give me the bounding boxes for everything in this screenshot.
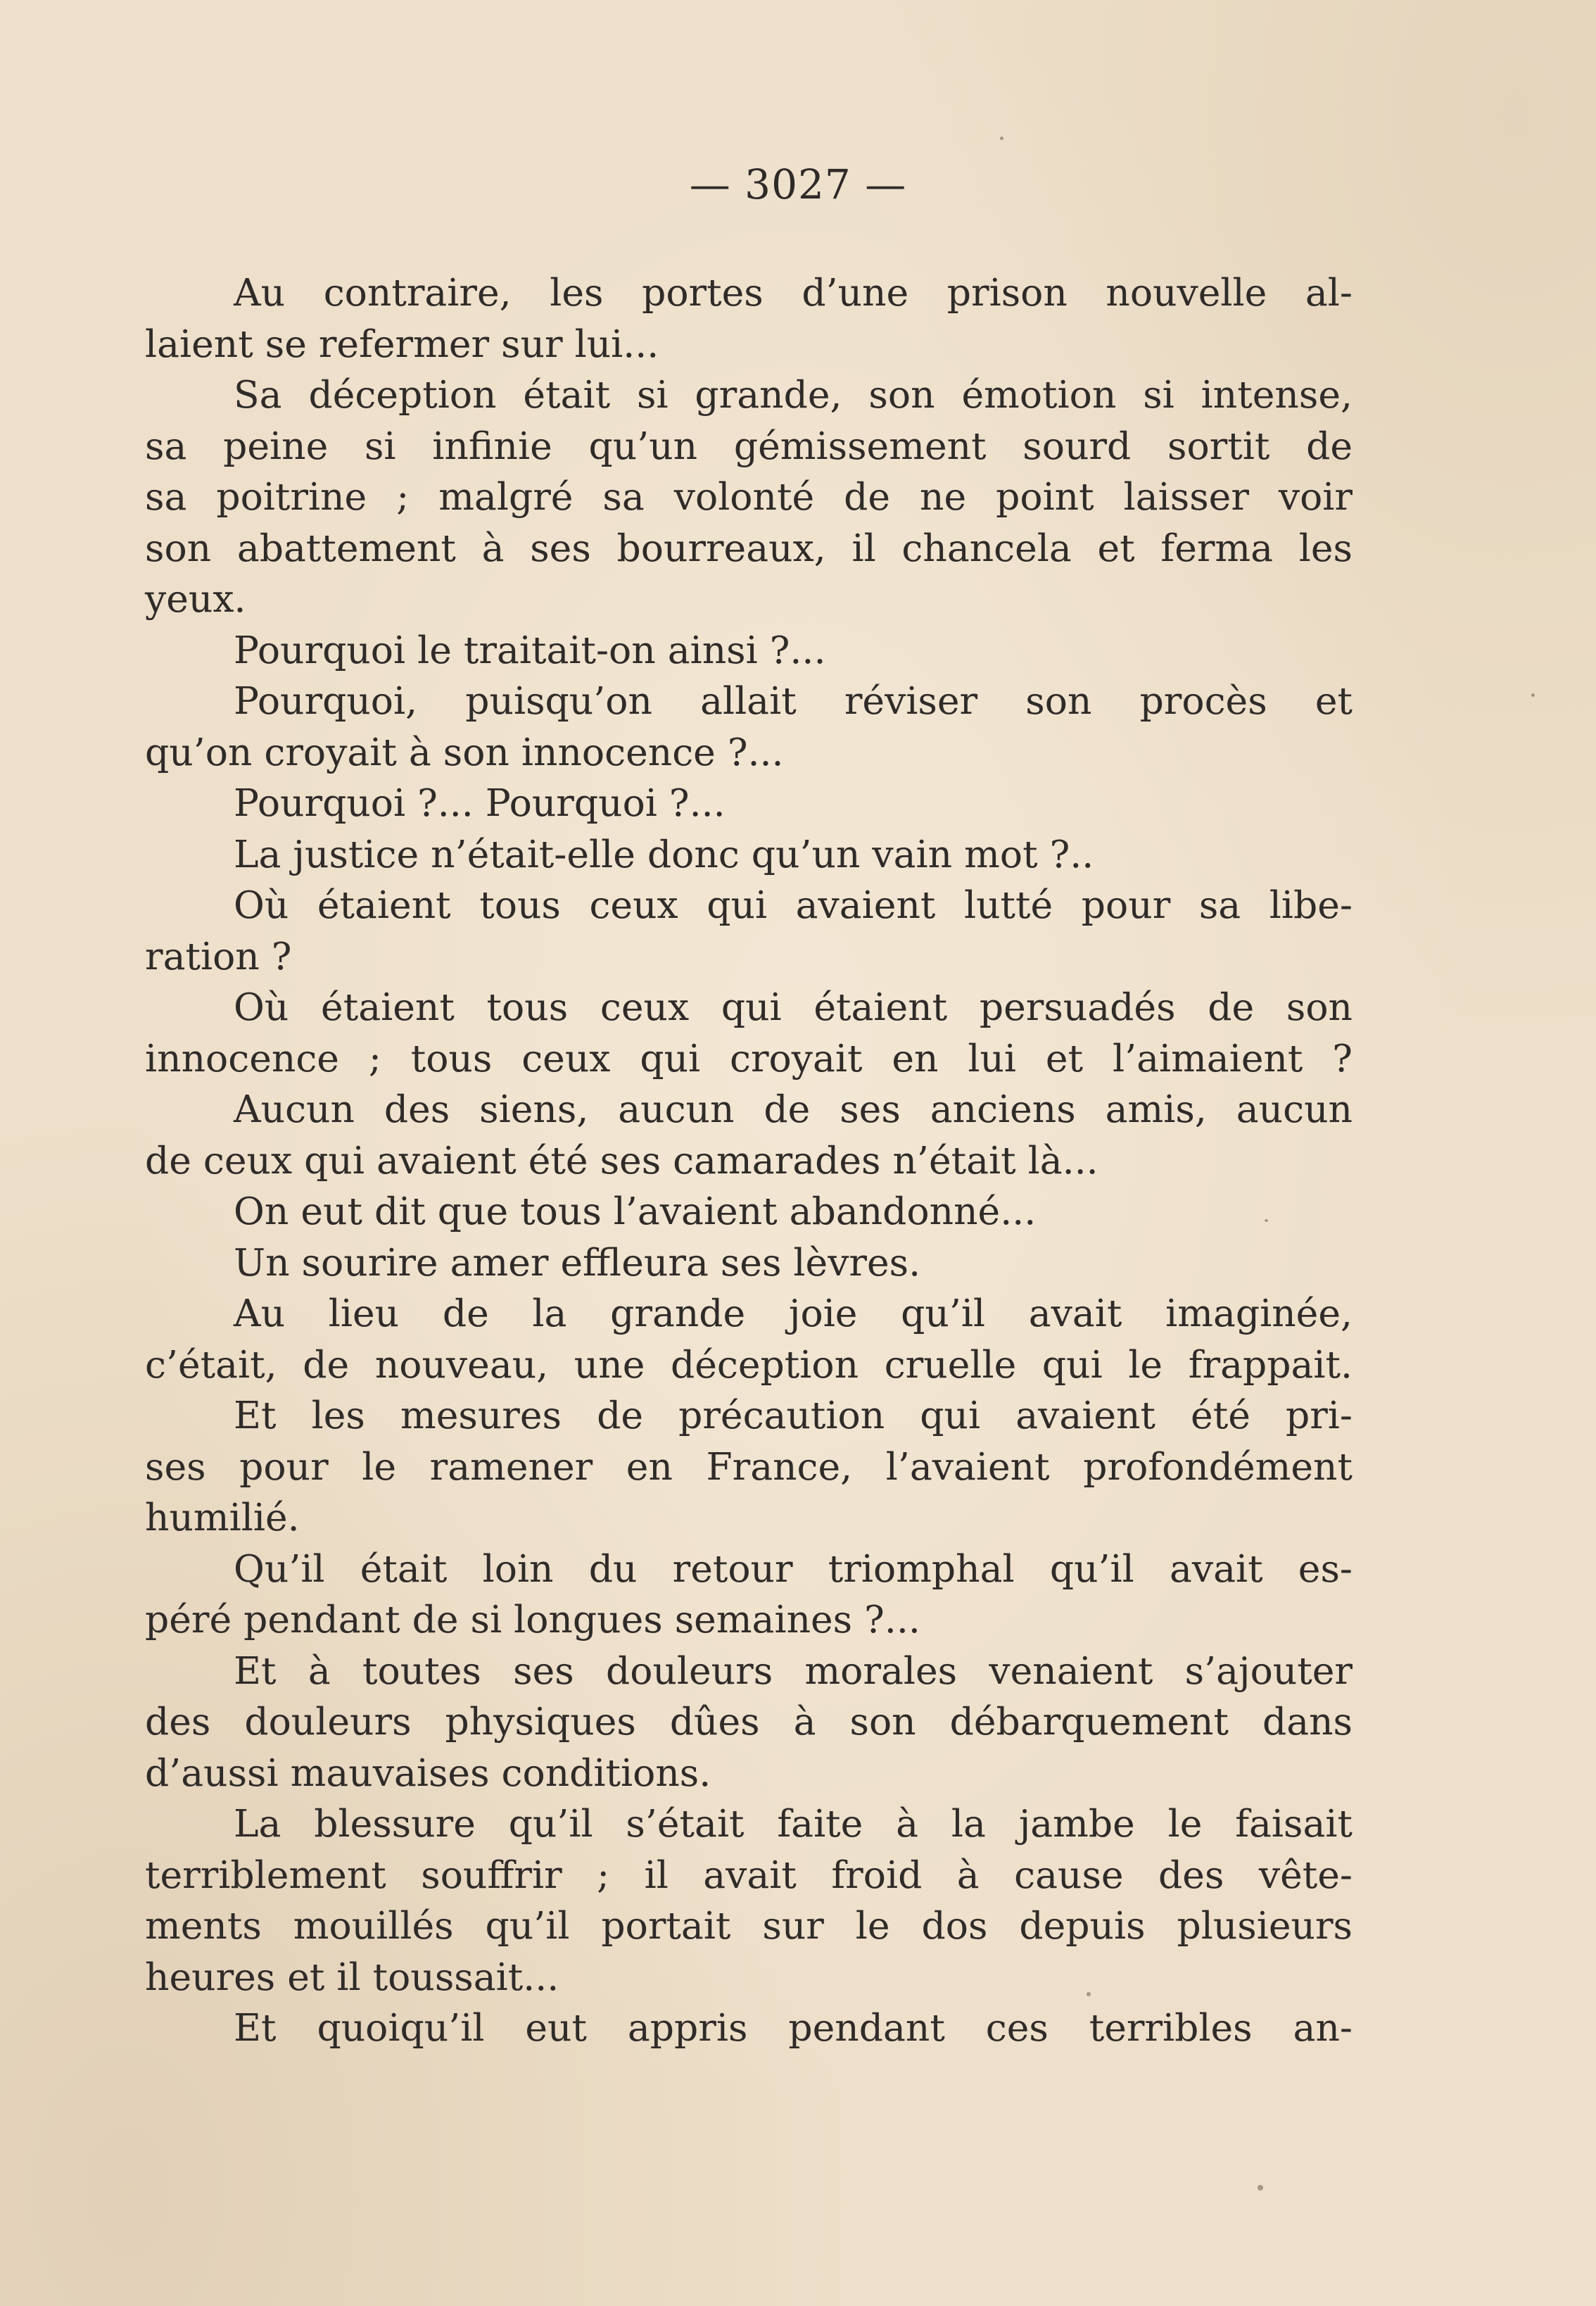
text-line: sa poitrine ; malgré sa volonté de ne point laisser voir	[145, 474, 1353, 519]
text-line: Pourquoi ?... Pourquoi ?...	[234, 781, 726, 825]
page-number-header: — 3027 —	[689, 160, 907, 208]
paper-speck	[1087, 1992, 1091, 1996]
text-line: Où étaient tous ceux qui avaient lutté pour sa libe-	[234, 883, 1353, 927]
text-line: des douleurs physiques dûes à son débarquement dans	[145, 1699, 1353, 1744]
text-line: son abattement à ses bourreaux, il chancela et ferma les	[145, 525, 1353, 570]
text-line: La blessure qu’il s’était faite à la jambe le faisait	[234, 1801, 1353, 1846]
text-line: heures et il toussait...	[145, 1954, 559, 1999]
text-line: terriblement souffrir ; il avait froid à cause des vête-	[145, 1852, 1353, 1897]
paper-speck	[1265, 1219, 1268, 1222]
text-line: c’était, de nouveau, une déception cruelle qui le frappait.	[145, 1342, 1353, 1387]
text-line: Au lieu de la grande joie qu’il avait imaginée,	[234, 1291, 1353, 1335]
text-line: ration ?	[145, 933, 292, 978]
text-line: yeux.	[145, 576, 246, 621]
text-line: ses pour le ramener en France, l’avaient profondément	[145, 1444, 1353, 1489]
text-line: humilié.	[145, 1495, 300, 1539]
text-line: de ceux qui avaient été ses camarades n’était là...	[145, 1138, 1098, 1183]
text-line: Pourquoi, puisqu’on allait réviser son procès et	[234, 679, 1353, 723]
text-line: Un sourire amer effleura ses lèvres.	[234, 1240, 921, 1285]
text-line: Qu’il était loin du retour triomphal qu’il avait es-	[234, 1546, 1353, 1591]
text-line: La justice n’était-elle donc qu’un vain mot ?..	[234, 831, 1094, 876]
text-line: d’aussi mauvaises conditions.	[145, 1750, 711, 1795]
paper-speck	[1258, 2185, 1263, 2191]
text-line: Sa déception était si grande, son émotion si intense,	[234, 372, 1353, 417]
text-line: Et quoiqu’il eut appris pendant ces terribles an-	[234, 2005, 1353, 2050]
text-line: On eut dit que tous l’avaient abandonné...	[234, 1189, 1037, 1233]
text-line: Au contraire, les portes d’une prison nouvelle al-	[234, 270, 1353, 315]
text-line: Aucun des siens, aucun de ses anciens amis, aucun	[234, 1087, 1353, 1131]
paper-speck	[1000, 137, 1003, 140]
paper-speck	[1531, 693, 1535, 697]
text-line: ments mouillés qu’il portait sur le dos depuis plusieurs	[145, 1903, 1353, 1948]
text-line: péré pendant de si longues semaines ?...	[145, 1597, 920, 1642]
text-line: Et les mesures de précaution qui avaient été pri-	[234, 1393, 1353, 1437]
text-line: qu’on croyait à son innocence ?...	[145, 729, 784, 774]
text-line: innocence ; tous ceux qui croyait en lui et l’aimaient ?	[145, 1035, 1353, 1080]
text-line: sa peine si infinie qu’un gémissement sourd sortit de	[145, 423, 1353, 468]
text-line: Et à toutes ses douleurs morales venaient s’ajouter	[234, 1648, 1353, 1693]
text-line: Où étaient tous ceux qui étaient persuadés de son	[234, 985, 1353, 1029]
body-text	[145, 267, 1353, 2054]
text-line: Pourquoi le traitait-on ainsi ?...	[234, 627, 826, 672]
text-line: laient se refermer sur lui...	[145, 321, 659, 366]
